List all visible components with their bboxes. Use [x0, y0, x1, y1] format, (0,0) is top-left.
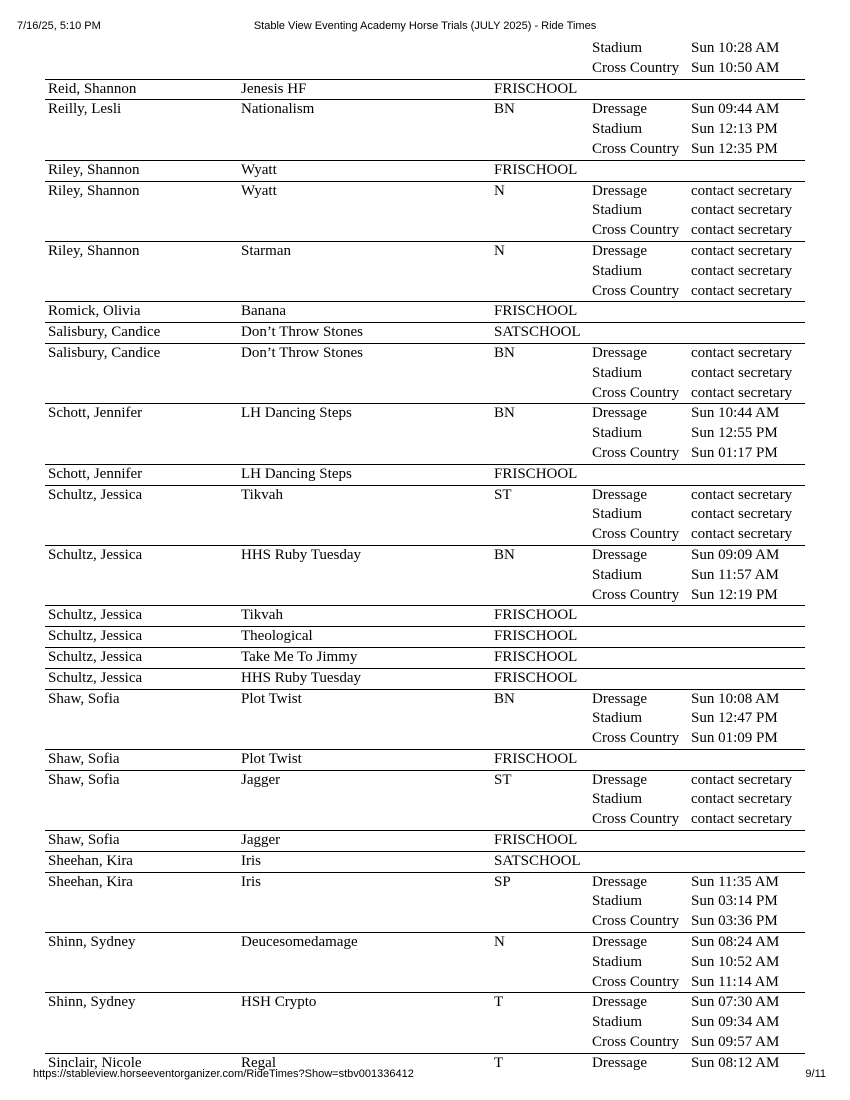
rider-cell: Reilly, Lesli	[48, 101, 122, 118]
ride-time: Sun 10:08 AM	[691, 690, 780, 707]
time-cell	[691, 344, 805, 403]
ride-time: Sun 03:36 PM	[691, 913, 778, 930]
time-cell	[691, 873, 805, 932]
ride-time: contact secretary	[691, 811, 793, 828]
ride-time: Sun 08:24 AM	[691, 934, 780, 951]
table-row	[45, 242, 805, 302]
division-cell: FRISCHOOL	[494, 628, 578, 645]
phase-name: Cross Country	[592, 282, 680, 299]
division-cell: SP	[494, 873, 511, 890]
phase-name: Cross Country	[592, 59, 680, 76]
phase-name: Cross Country	[592, 444, 680, 461]
time-cell	[691, 993, 805, 1052]
ride-time: contact secretary	[691, 486, 793, 503]
phase-name: Cross Country	[592, 730, 680, 747]
phase-name: Stadium	[592, 791, 643, 808]
ride-time: contact secretary	[691, 364, 793, 381]
horse-cell: LH Dancing Steps	[241, 465, 352, 482]
division-cell: ST	[494, 771, 512, 788]
phase-name: Cross Country	[592, 586, 680, 603]
horse-cell: Tikvah	[241, 486, 283, 503]
rider-cell: Reid, Shannon	[48, 80, 137, 97]
phase-name: Cross Country	[592, 384, 680, 401]
table-row	[45, 648, 805, 669]
phase-name: Dressage	[592, 934, 647, 951]
rider-cell: Shinn, Sydney	[48, 994, 136, 1011]
rider-cell: Shinn, Sydney	[48, 934, 136, 951]
phase-name: Cross Country	[592, 913, 680, 930]
phase-cell	[592, 344, 691, 403]
table-row	[45, 873, 805, 933]
ride-time: Sun 10:52 AM	[691, 953, 780, 970]
time-cell	[691, 465, 805, 485]
time-cell	[691, 852, 805, 872]
phase-cell	[592, 80, 691, 100]
rider-cell: Romick, Olivia	[48, 303, 141, 320]
time-cell	[691, 669, 805, 689]
phase-name: Cross Country	[592, 222, 680, 239]
division-cell: BN	[494, 344, 515, 361]
time-cell	[691, 648, 805, 668]
rider-cell	[45, 39, 241, 79]
ride-time: contact secretary	[691, 282, 793, 299]
phase-name: Stadium	[592, 121, 643, 138]
ride-time: Sun 10:50 AM	[691, 59, 780, 76]
ride-time: Sun 11:57 AM	[691, 566, 779, 583]
phase-name: Dressage	[592, 546, 647, 563]
phase-name: Stadium	[592, 40, 643, 56]
horse-cell: Plot Twist	[241, 690, 302, 707]
division-cell: FRISCHOOL	[494, 80, 578, 97]
page-footer	[33, 1068, 826, 1084]
division-cell: FRISCHOOL	[494, 465, 578, 482]
division-cell: BN	[494, 101, 515, 118]
ride-time: Sun 10:44 AM	[691, 405, 780, 422]
table-row-continued	[45, 39, 805, 80]
horse-cell: Nationalism	[241, 101, 315, 118]
division-cell: SATSCHOOL	[494, 324, 581, 341]
phase-cell	[592, 993, 691, 1052]
rider-cell: Schultz, Jessica	[48, 628, 143, 645]
division-cell: BN	[494, 405, 515, 422]
horse-cell: Starman	[241, 242, 291, 259]
phase-name: Dressage	[592, 242, 647, 259]
division-cell: ST	[494, 486, 512, 503]
rider-cell: Salisbury, Candice	[48, 324, 161, 341]
phase-cell	[592, 750, 691, 770]
horse-cell: Jenesis HF	[241, 80, 307, 97]
phase-cell	[592, 546, 691, 605]
phase-name: Stadium	[592, 262, 643, 279]
ride-time: Sun 01:09 PM	[691, 730, 778, 747]
ride-time: contact secretary	[691, 242, 793, 259]
time-cell	[691, 161, 805, 181]
rider-cell: Schott, Jennifer	[48, 465, 143, 482]
division-cell: FRISCHOOL	[494, 832, 578, 849]
horse-cell: Tikvah	[241, 607, 283, 624]
phase-cell	[592, 627, 691, 647]
ride-time: Sun 12:55 PM	[691, 425, 778, 442]
ride-time: contact secretary	[691, 384, 793, 401]
phase-name: Stadium	[592, 425, 643, 442]
phase-name: Stadium	[592, 202, 643, 219]
table-row	[45, 852, 805, 873]
horse-cell	[241, 39, 494, 79]
horse-cell: LH Dancing Steps	[241, 405, 352, 422]
phase-name: Dressage	[592, 101, 647, 118]
table-row	[45, 669, 805, 690]
horse-cell: Wyatt	[241, 161, 277, 178]
time-cell	[691, 486, 805, 545]
print-datetime: 7/16/25, 5:10 PM	[17, 20, 101, 32]
phase-name: Cross Country	[592, 140, 680, 157]
horse-cell: Jagger	[241, 771, 281, 788]
ride-time: Sun 11:14 AM	[691, 973, 779, 990]
rider-cell: Schultz, Jessica	[48, 607, 143, 624]
division-cell: FRISCHOOL	[494, 750, 578, 767]
rider-cell: Shaw, Sofia	[48, 690, 120, 707]
horse-cell: Wyatt	[241, 182, 277, 199]
ride-time: Sun 07:30 AM	[691, 994, 780, 1011]
ride-time: contact secretary	[691, 182, 793, 199]
phase-name: Dressage	[592, 771, 647, 788]
table-row	[45, 750, 805, 771]
table-row	[45, 690, 805, 750]
division-cell: T	[494, 994, 504, 1011]
horse-cell: Don’t Throw Stones	[241, 344, 363, 361]
phase-cell	[592, 323, 691, 343]
ride-time: Sun 12:13 PM	[691, 121, 778, 138]
table-row	[45, 933, 805, 993]
time-cell	[691, 771, 805, 830]
rider-cell: Sinclair, Nicole	[48, 1054, 142, 1071]
table-row	[45, 182, 805, 242]
phase-cell	[592, 39, 691, 79]
ride-time: Sun 01:17 PM	[691, 444, 778, 461]
phase-name: Cross Country	[592, 811, 680, 828]
phase-cell	[592, 690, 691, 749]
horse-cell: Take Me To Jimmy	[241, 648, 358, 665]
table-row	[45, 161, 805, 182]
table-row	[45, 993, 805, 1053]
ride-time: contact secretary	[691, 506, 793, 523]
horse-cell: HHS Ruby Tuesday	[241, 669, 362, 686]
horse-cell: Iris	[241, 873, 261, 890]
horse-cell: Regal	[241, 1054, 276, 1071]
time-cell	[691, 404, 805, 463]
division-cell: BN	[494, 546, 515, 563]
time-cell	[691, 302, 805, 322]
phase-cell	[592, 873, 691, 932]
ride-time: Sun 10:28 AM	[691, 40, 780, 56]
rider-cell: Schott, Jennifer	[48, 405, 143, 422]
phase-name: Dressage	[592, 405, 647, 422]
ride-time: contact secretary	[691, 526, 793, 543]
horse-cell: HSH Crypto	[241, 994, 317, 1011]
phase-name: Cross Country	[592, 526, 680, 543]
ride-time: Sun 09:09 AM	[691, 546, 780, 563]
rider-cell: Sheehan, Kira	[48, 873, 133, 890]
division-cell: FRISCHOOL	[494, 161, 578, 178]
table-row	[45, 465, 805, 486]
phase-cell	[592, 161, 691, 181]
phase-name: Dressage	[592, 873, 647, 890]
horse-cell: HHS Ruby Tuesday	[241, 546, 362, 563]
rider-cell: Schultz, Jessica	[48, 546, 143, 563]
time-cell	[691, 39, 805, 79]
table-row	[45, 323, 805, 344]
time-cell	[691, 606, 805, 626]
ride-times-table	[45, 39, 805, 1074]
rider-cell: Sheehan, Kira	[48, 852, 133, 869]
division-cell: FRISCHOOL	[494, 648, 578, 665]
division-cell: FRISCHOOL	[494, 303, 578, 320]
table-row	[45, 486, 805, 546]
division-cell: N	[494, 242, 505, 259]
phase-name: Cross Country	[592, 973, 680, 990]
rider-cell: Shaw, Sofia	[48, 832, 120, 849]
ride-time: Sun 09:57 AM	[691, 1034, 780, 1051]
division-cell: T	[494, 1054, 504, 1071]
phase-name: Dressage	[592, 1054, 647, 1071]
phase-name: Stadium	[592, 893, 643, 910]
ride-time: contact secretary	[691, 222, 793, 239]
horse-cell: Jagger	[241, 832, 281, 849]
phase-cell	[592, 669, 691, 689]
table-row	[45, 80, 805, 101]
ride-time: Sun 03:14 PM	[691, 893, 778, 910]
division-cell: FRISCHOOL	[494, 607, 578, 624]
phase-name: Stadium	[592, 710, 643, 727]
ride-time: Sun 09:34 AM	[691, 1014, 780, 1031]
ride-time: Sun 12:19 PM	[691, 586, 778, 603]
ride-time: Sun 09:44 AM	[691, 101, 780, 118]
table-row	[45, 100, 805, 160]
rider-cell: Schultz, Jessica	[48, 486, 143, 503]
table-row	[45, 771, 805, 831]
phase-name: Dressage	[592, 690, 647, 707]
rider-cell: Riley, Shannon	[48, 161, 140, 178]
time-cell	[691, 933, 805, 992]
phase-cell	[592, 302, 691, 322]
time-cell	[691, 323, 805, 343]
phase-name: Dressage	[592, 994, 647, 1011]
phase-name: Dressage	[592, 182, 647, 199]
phase-cell	[592, 831, 691, 851]
rider-cell: Schultz, Jessica	[48, 648, 143, 665]
time-cell	[691, 690, 805, 749]
time-cell	[691, 242, 805, 301]
rider-cell: Shaw, Sofia	[48, 750, 120, 767]
ride-time: contact secretary	[691, 771, 793, 788]
phase-cell	[592, 465, 691, 485]
ride-time: contact secretary	[691, 262, 793, 279]
phase-cell	[592, 648, 691, 668]
phase-name: Cross Country	[592, 1034, 680, 1051]
ride-time: Sun 08:12 AM	[691, 1054, 780, 1071]
page-title: Stable View Eventing Academy Horse Trials (JULY 2025) - Ride Times	[253, 20, 597, 32]
phase-name: Stadium	[592, 953, 643, 970]
ride-time: Sun 11:35 AM	[691, 873, 779, 890]
ride-time: Sun 12:47 PM	[691, 710, 778, 727]
phase-cell	[592, 182, 691, 241]
phase-cell	[592, 933, 691, 992]
phase-name: Stadium	[592, 1014, 643, 1031]
phase-cell	[592, 486, 691, 545]
horse-cell: Plot Twist	[241, 750, 302, 767]
horse-cell: Iris	[241, 852, 261, 869]
rider-cell: Riley, Shannon	[48, 182, 140, 199]
table-row	[45, 606, 805, 627]
horse-cell: Theological	[241, 628, 313, 645]
phase-cell	[592, 100, 691, 159]
rider-cell: Riley, Shannon	[48, 242, 140, 259]
phase-cell	[592, 606, 691, 626]
phase-cell	[592, 404, 691, 463]
table-row	[45, 831, 805, 852]
phase-cell	[592, 852, 691, 872]
page-url: https://stableview.horseeventorganizer.com/RideTimes?Show=stbv001336412	[33, 1068, 414, 1080]
rider-cell: Shaw, Sofia	[48, 771, 120, 788]
table-row	[45, 404, 805, 464]
ride-time: contact secretary	[691, 202, 793, 219]
time-cell	[691, 750, 805, 770]
division-cell: N	[494, 934, 505, 951]
horse-cell: Deucesomedamage	[241, 934, 358, 951]
table-row	[45, 302, 805, 323]
phase-cell	[592, 242, 691, 301]
division-cell	[494, 39, 592, 79]
table-row	[45, 546, 805, 606]
table-row	[45, 627, 805, 648]
time-cell	[691, 831, 805, 851]
horse-cell: Don’t Throw Stones	[241, 324, 363, 341]
phase-name: Dressage	[592, 486, 647, 503]
division-cell: FRISCHOOL	[494, 669, 578, 686]
time-cell	[691, 100, 805, 159]
phase-name: Dressage	[592, 344, 647, 361]
time-cell	[691, 546, 805, 605]
phase-name: Stadium	[592, 506, 643, 523]
table-row	[45, 344, 805, 404]
ride-time: Sun 12:35 PM	[691, 140, 778, 157]
phase-cell	[592, 771, 691, 830]
ride-time: contact secretary	[691, 344, 793, 361]
horse-cell: Banana	[241, 303, 286, 320]
ride-time: contact secretary	[691, 791, 793, 808]
division-cell: N	[494, 182, 505, 199]
rider-cell: Schultz, Jessica	[48, 669, 143, 686]
phase-name: Stadium	[592, 364, 643, 381]
division-cell: BN	[494, 690, 515, 707]
phase-name: Stadium	[592, 566, 643, 583]
time-cell	[691, 627, 805, 647]
rider-cell: Salisbury, Candice	[48, 344, 161, 361]
time-cell	[691, 80, 805, 100]
page-header	[17, 20, 833, 36]
page-number: 9/11	[805, 1068, 826, 1080]
division-cell: SATSCHOOL	[494, 852, 581, 869]
time-cell	[691, 182, 805, 241]
